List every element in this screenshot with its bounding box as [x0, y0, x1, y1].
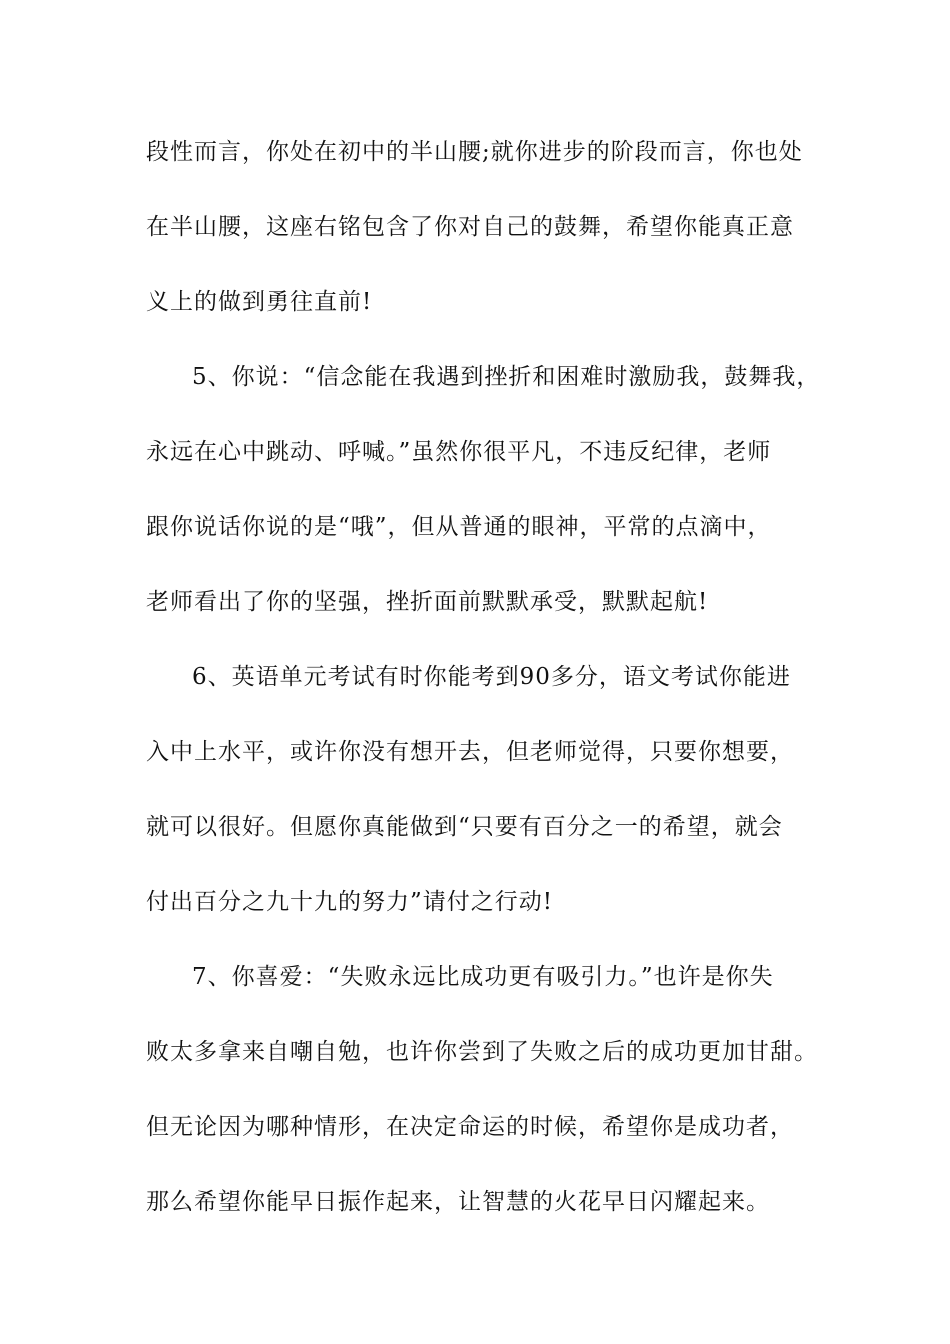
text-line: 义上的做到勇往直前!	[146, 289, 373, 315]
text-line: 但无论因为哪种情形，在决定命运的时候，希望你是成功者，	[146, 1114, 794, 1140]
text-line: 入中上水平，或许你没有想开去，但老师觉得，只要你想要，	[146, 739, 794, 765]
text-line: 永远在心中跳动、呼喊。”虽然你很平凡，不违反纪律，老师	[146, 439, 772, 465]
text-line: 那么希望你能早日振作起来，让智慧的火花早日闪耀起来。	[146, 1189, 770, 1215]
text-line: 段性而言，你处在初中的半山腰;就你进步的阶段而言，你也处	[146, 139, 803, 165]
paragraph-6-start: 6、英语单元考试有时你能考到90多分，语文考试你能进	[192, 664, 791, 690]
text-line: 付出百分之九十九的努力”请付之行动!	[146, 889, 554, 915]
text-line: 跟你说话你说的是“哦”，但从普通的眼神，平常的点滴中，	[146, 514, 772, 540]
text-line: 老师看出了你的坚强，挫折面前默默承受，默默起航!	[146, 589, 709, 615]
text-line: 就可以很好。但愿你真能做到“只要有百分之一的希望，就会	[146, 814, 783, 840]
text-line: 败太多拿来自嘲自勉，也许你尝到了失败之后的成功更加甘甜。	[146, 1039, 818, 1065]
paragraph-5-start: 5、你说：“信念能在我遇到挫折和困难时激励我，鼓舞我，	[192, 364, 821, 390]
paragraph-7-start: 7、你喜爱：“失败永远比成功更有吸引力。”也许是你失	[192, 964, 774, 990]
text-line: 在半山腰，这座右铭包含了你对自己的鼓舞，希望你能真正意	[146, 214, 794, 240]
